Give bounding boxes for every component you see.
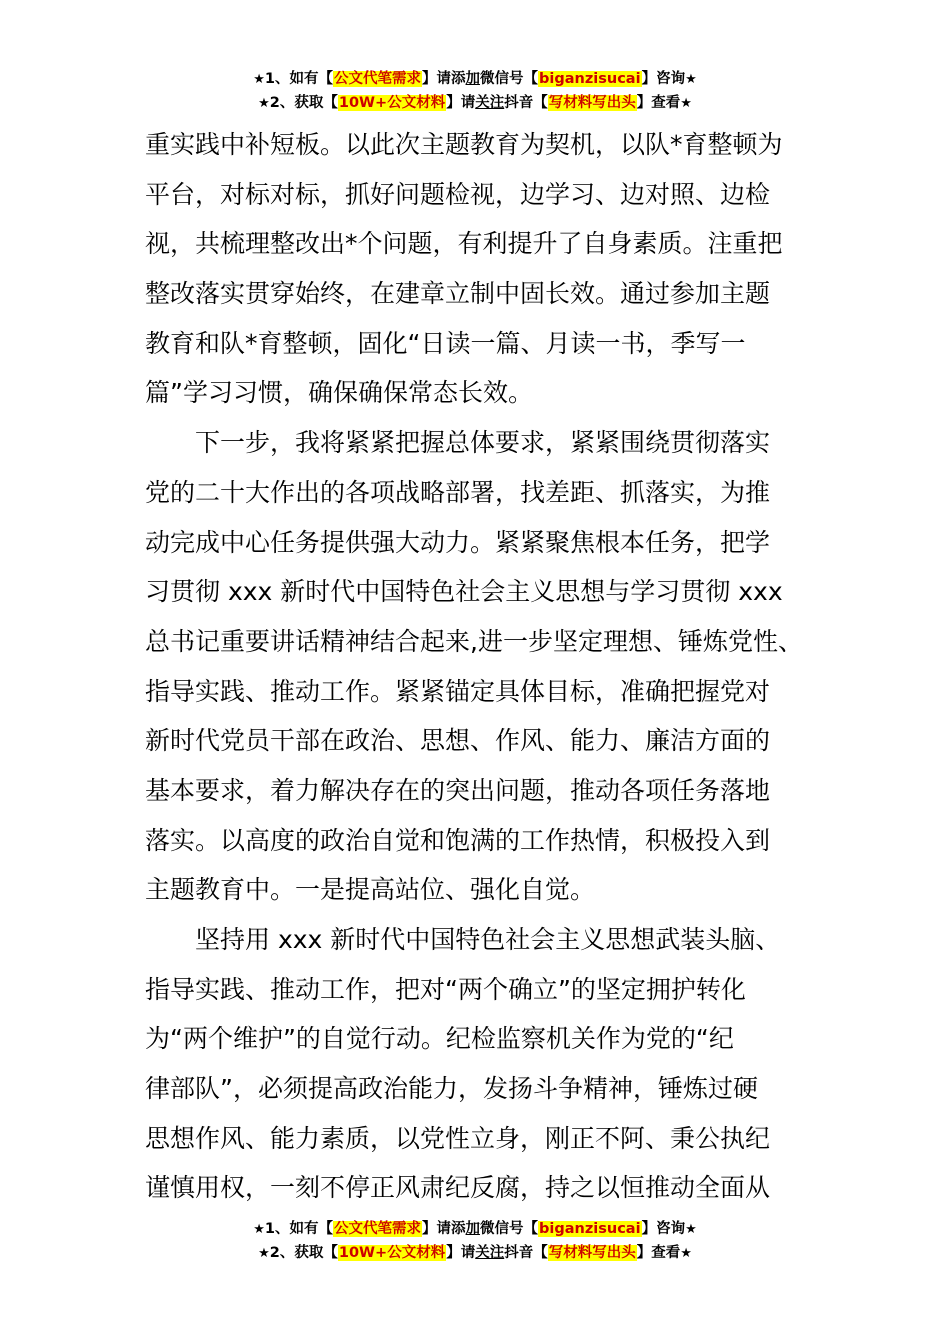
star-icon: ★ xyxy=(253,1222,265,1237)
banner-line-2 xyxy=(0,92,950,116)
banner-line-1 xyxy=(0,1218,950,1242)
star-icon: ★ xyxy=(258,1246,270,1261)
text-line: 指导实践、推动工作。紧紧锚定具体目标，准确把握党对 xyxy=(145,676,771,706)
banner-line-2 xyxy=(0,1242,950,1266)
banner-text: 】请添 xyxy=(422,1221,466,1237)
star-icon: ★ xyxy=(680,1246,692,1261)
banner-text: 微信号【 xyxy=(480,1221,539,1237)
banner-underline: 关注 xyxy=(475,95,505,111)
text-line: 律部队”，必须提高政治能力，发扬斗争精神，锤炼过硬 xyxy=(145,1074,758,1104)
text-line: 思想作风、能力素质，以党性立身，刚正不阿、秉公执纪 xyxy=(145,1123,771,1153)
text-line: 动完成中心任务提供强大动力。紧紧聚焦根本任务，把学 xyxy=(145,527,771,557)
banner-text: 抖音【 xyxy=(504,1245,548,1261)
banner-text: 】请 xyxy=(446,95,476,111)
star-icon: ★ xyxy=(685,1222,697,1237)
footer-banner xyxy=(0,1218,950,1266)
star-icon: ★ xyxy=(685,72,697,87)
banner-text: 1、如有【 xyxy=(264,1221,334,1237)
banner-highlight: 公文代笔需求 xyxy=(334,1221,422,1237)
banner-text: 】咨询 xyxy=(641,71,686,87)
banner-underline: 关注 xyxy=(475,1245,505,1261)
star-icon: ★ xyxy=(253,72,265,87)
douyin-highlight: 写材料写出头 xyxy=(548,1245,636,1261)
text-line: 党的二十大作出的各项战略部署，找差距、抓落实，为推 xyxy=(145,477,771,507)
text-line: 为“两个维护”的自觉行动。纪检监察机关作为党的“纪 xyxy=(145,1024,734,1054)
banner-text: 】查看 xyxy=(636,1245,681,1261)
banner-text: 】查看 xyxy=(636,95,681,111)
header-banner xyxy=(0,68,950,116)
text-line: 总书记重要讲话精神结合起来,进一步坚定理想、锤炼党性、 xyxy=(145,626,803,656)
wechat-id-highlight: biganzisucai xyxy=(539,71,641,87)
text-line: 重实践中补短板。以此次主题教育为契机，以队*育整顿为 xyxy=(145,130,783,159)
banner-text: 1、如有【 xyxy=(264,71,334,87)
wechat-id-highlight: biganzisucai xyxy=(539,1221,641,1237)
document-body xyxy=(145,120,815,1213)
banner-underline: 加 xyxy=(465,71,481,87)
banner-text: 2、获取【 xyxy=(269,1245,338,1261)
banner-highlight: 公文代笔需求 xyxy=(334,71,422,87)
banner-text: 】咨询 xyxy=(641,1221,686,1237)
banner-line-1 xyxy=(0,68,950,92)
text-line: 平台，对标对标，抓好问题检视，边学习、边对照、边检 xyxy=(145,179,771,209)
text-line: 指导实践、推动工作，把对“两个确立”的坚定拥护转化 xyxy=(145,974,746,1004)
banner-highlight: 10W+公文材料 xyxy=(338,1245,446,1261)
text-line: 整改落实贯穿始终，在建章立制中固长效。通过参加主题 xyxy=(145,279,771,309)
text-line: 新时代党员干部在政治、思想、作风、能力、廉洁方面的 xyxy=(145,726,771,756)
text-line: 教育和队*育整顿，固化“日读一篇、月读一书，季写一 xyxy=(145,328,746,358)
text-line: 谨慎用权，一刻不停正风肃纪反腐，持之以恒推动全面从 xyxy=(145,1173,771,1203)
text-line: 落实。以高度的政治自觉和饱满的工作热情，积极投入到 xyxy=(145,825,771,855)
banner-text: 微信号【 xyxy=(480,71,539,87)
text-line: 习贯彻 xxx 新时代中国特色社会主义思想与学习贯彻 xxx xyxy=(145,577,783,607)
banner-highlight: 10W+公文材料 xyxy=(338,95,446,111)
banner-text: 抖音【 xyxy=(504,95,548,111)
banner-text: 2、获取【 xyxy=(269,95,338,111)
paragraph-start-line: 坚持用 xxx 新时代中国特色社会主义思想武装头脑、 xyxy=(195,925,781,954)
douyin-highlight: 写材料写出头 xyxy=(548,95,636,111)
text-line: 基本要求，着力解决存在的突出问题，推动各项任务落地 xyxy=(145,775,771,805)
star-icon: ★ xyxy=(258,96,270,111)
star-icon: ★ xyxy=(680,96,692,111)
banner-underline: 加 xyxy=(465,1221,481,1237)
banner-text: 】请 xyxy=(446,1245,476,1261)
text-line: 主题教育中。一是提高站位、强化自觉。 xyxy=(145,875,596,905)
paragraph-start-line: 下一步，我将紧紧把握总体要求，紧紧围绕贯彻落实 xyxy=(195,428,771,458)
banner-text: 】请添 xyxy=(422,71,466,87)
text-line: 篇”学习习惯，确保确保常态长效。 xyxy=(145,378,533,408)
text-line: 视，共梳理整改出*个问题，有利提升了自身素质。注重把 xyxy=(145,229,783,259)
